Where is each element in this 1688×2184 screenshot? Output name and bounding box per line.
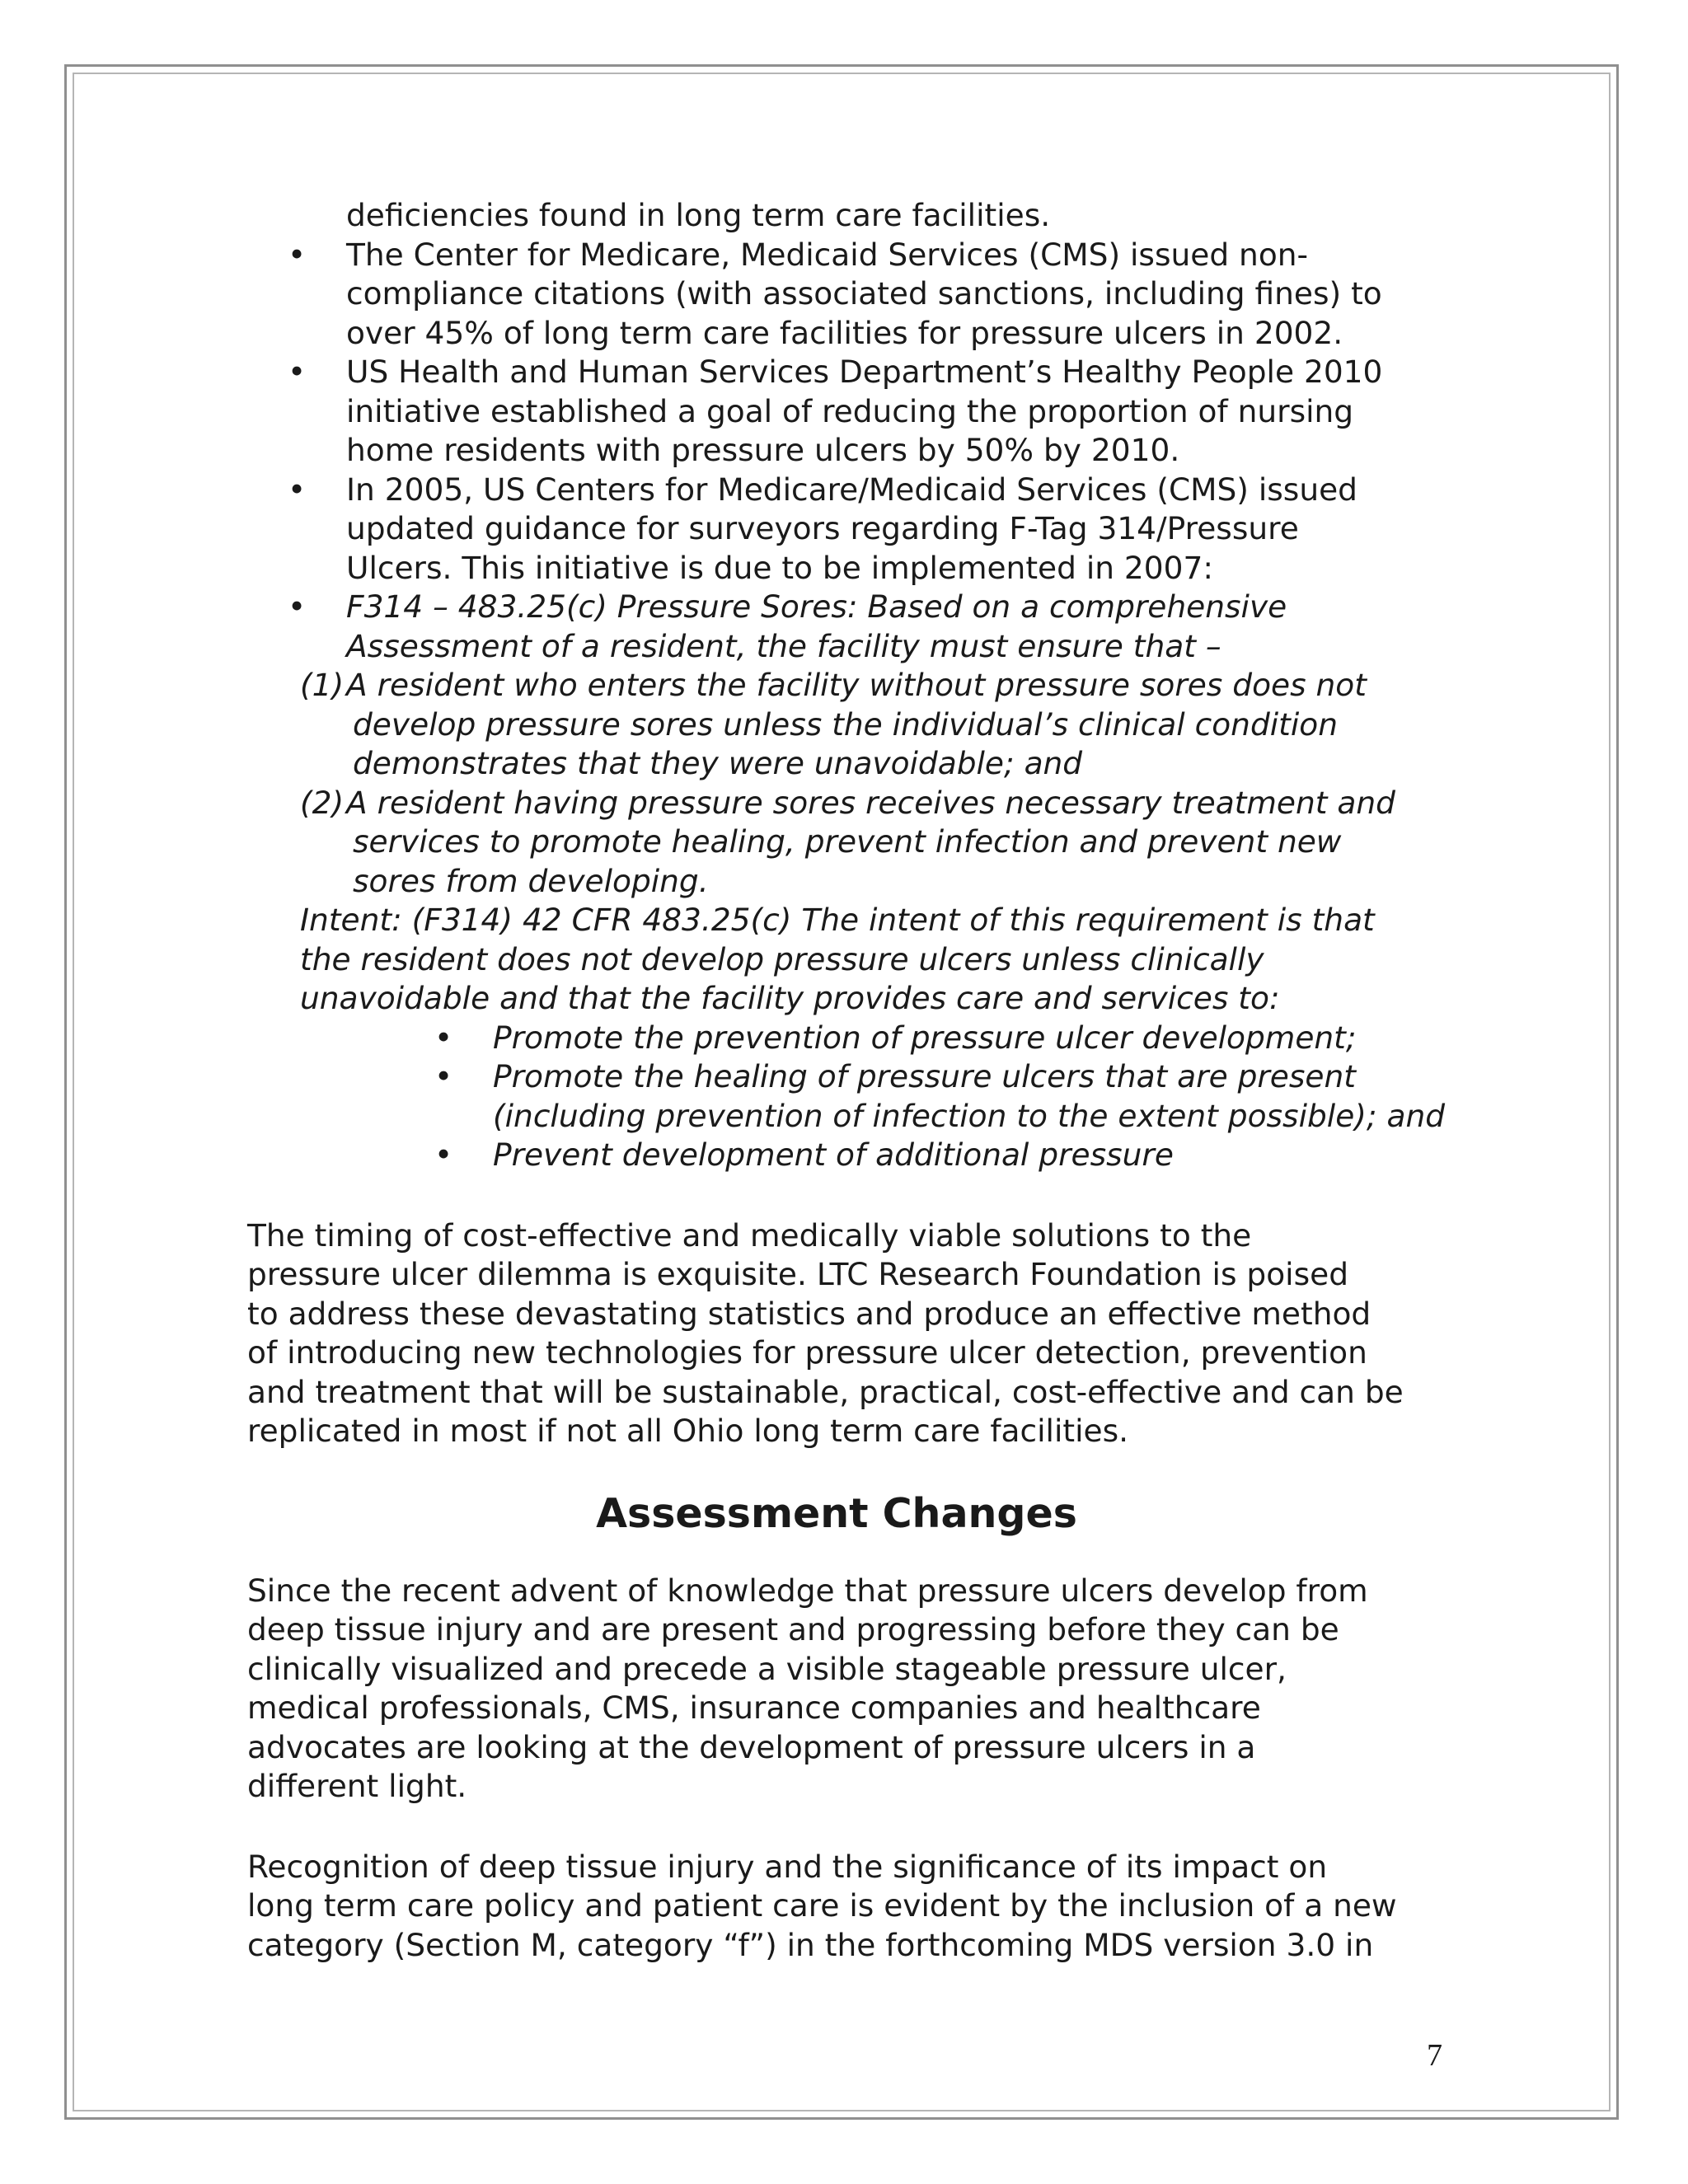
text-line: updated guidance for surveyors regarding F-Tag 314/Pressure	[346, 510, 1299, 546]
numbered-item-2	[300, 784, 1442, 902]
text-line: initiative established a goal of reducing the proportion of nursing	[346, 392, 1354, 429]
item-number: (2)	[300, 784, 345, 821]
text-line: of introducing new technologies for pressure ulcer detection, prevention	[247, 1334, 1367, 1371]
text-line: Recognition of deep tissue injury and the significance of its impact on	[247, 1848, 1328, 1885]
text-line: long term care policy and patient care is evident by the inclusion of a new	[247, 1887, 1397, 1924]
page-number: 7	[1427, 2038, 1442, 2073]
text-line: Assessment of a resident, the facility must ensure that –	[346, 627, 1221, 664]
bullet-icon: •	[434, 1019, 453, 1056]
text-line: compliance citations (with associated sanctions, including fines) to	[346, 275, 1382, 312]
paragraph-recognition	[247, 1848, 1442, 1966]
text-line: develop pressure sores unless the individual’s clinical condition	[353, 705, 1339, 743]
bullet-icon: •	[287, 354, 307, 390]
text-line: clinically visualized and precede a visible stageable pressure ulcer,	[247, 1650, 1287, 1687]
numbered-item-1	[300, 666, 1442, 784]
text-line: Intent: (F314) 42 CFR 483.25(c) The intent of this requirement is that	[300, 902, 1375, 938]
bullet-icon: •	[434, 1058, 453, 1094]
bullet-icon: •	[287, 236, 307, 273]
paragraph-timing	[247, 1216, 1442, 1451]
text-line: Prevent development of additional pressure	[493, 1137, 1174, 1173]
text-line: medical professionals, CMS, insurance companies and healthcare	[247, 1690, 1261, 1726]
text-line: home residents with pressure ulcers by 50% by 2010.	[346, 432, 1180, 468]
text-line: category (Section M, category “f”) in the forthcoming MDS version 3.0 in	[247, 1926, 1374, 1963]
bullet-item-f314	[247, 588, 1442, 666]
text-line: and treatment that will be sustainable, practical, cost-effective and can be	[247, 1373, 1404, 1410]
paragraph-deep-tissue	[247, 1572, 1442, 1807]
text-line: different light.	[247, 1768, 467, 1804]
text-line: to address these devastating statistics and produce an effective method	[247, 1295, 1372, 1332]
section-heading: Assessment Changes	[596, 1489, 1077, 1537]
text-line: sores from developing.	[353, 862, 709, 899]
bullet-item-healthy-people	[247, 353, 1442, 471]
text-line: over 45% of long term care facilities for pressure ulcers in 2002.	[346, 314, 1343, 351]
text-line: unavoidable and that the facility provides care and services to:	[300, 980, 1280, 1016]
text-line: the resident does not develop pressure ulcers unless clinically	[300, 940, 1264, 977]
text-line: Promote the healing of pressure ulcers that are present	[493, 1058, 1356, 1094]
text-line: deep tissue injury and are present and progressing before they can be	[247, 1611, 1339, 1647]
page-content	[247, 196, 1446, 1965]
bullet-item-cms-guidance	[247, 471, 1442, 588]
text-line: demonstrates that they were unavoidable; and	[353, 745, 1083, 781]
intent-block	[300, 901, 1442, 1019]
bullet-icon: •	[287, 471, 307, 508]
item-number: (1)	[300, 667, 345, 703]
list-continuation: deficiencies found in long term care facilities.	[346, 197, 1051, 233]
sub-bullet-additional	[394, 1136, 1442, 1175]
text-line: The timing of cost-effective and medically viable solutions to the	[247, 1216, 1252, 1254]
text-line: US Health and Human Services Department’s Healthy People 2010	[346, 354, 1383, 390]
text-line: A resident who enters the facility without pressure sores does not	[346, 667, 1367, 703]
text-line: pressure ulcer dilemma is exquisite. LTC Research Foundation is poised	[247, 1256, 1348, 1292]
sub-bullet-prevention	[394, 1019, 1442, 1058]
text-line: In 2005, US Centers for Medicare/Medicaid Services (CMS) issued	[346, 471, 1357, 508]
text-line: advocates are looking at the development of pressure ulcers in a	[247, 1728, 1256, 1765]
text-line: Promote the prevention of pressure ulcer development;	[493, 1019, 1357, 1056]
bullet-icon: •	[287, 588, 307, 625]
text-line: services to promote healing, prevent infection and prevent new	[353, 823, 1342, 860]
text-line: The Center for Medicare, Medicaid Services (CMS) issued non-	[346, 236, 1309, 273]
text-line: F314 – 483.25(c) Pressure Sores: Based on a comprehensive	[346, 588, 1287, 625]
text-line: A resident having pressure sores receives necessary treatment and	[346, 784, 1395, 821]
text-line: replicated in most if not all Ohio long term care facilities.	[247, 1413, 1129, 1449]
bullet-item-cms-citations	[247, 236, 1442, 354]
text-line: Ulcers. This initiative is due to be implemented in 2007:	[346, 549, 1213, 586]
text-line: (including prevention of infection to the extent possible); and	[493, 1097, 1446, 1134]
sub-bullet-healing	[394, 1057, 1446, 1136]
bullet-icon: •	[434, 1137, 453, 1173]
text-line: Since the recent advent of knowledge that pressure ulcers develop from	[247, 1572, 1368, 1609]
